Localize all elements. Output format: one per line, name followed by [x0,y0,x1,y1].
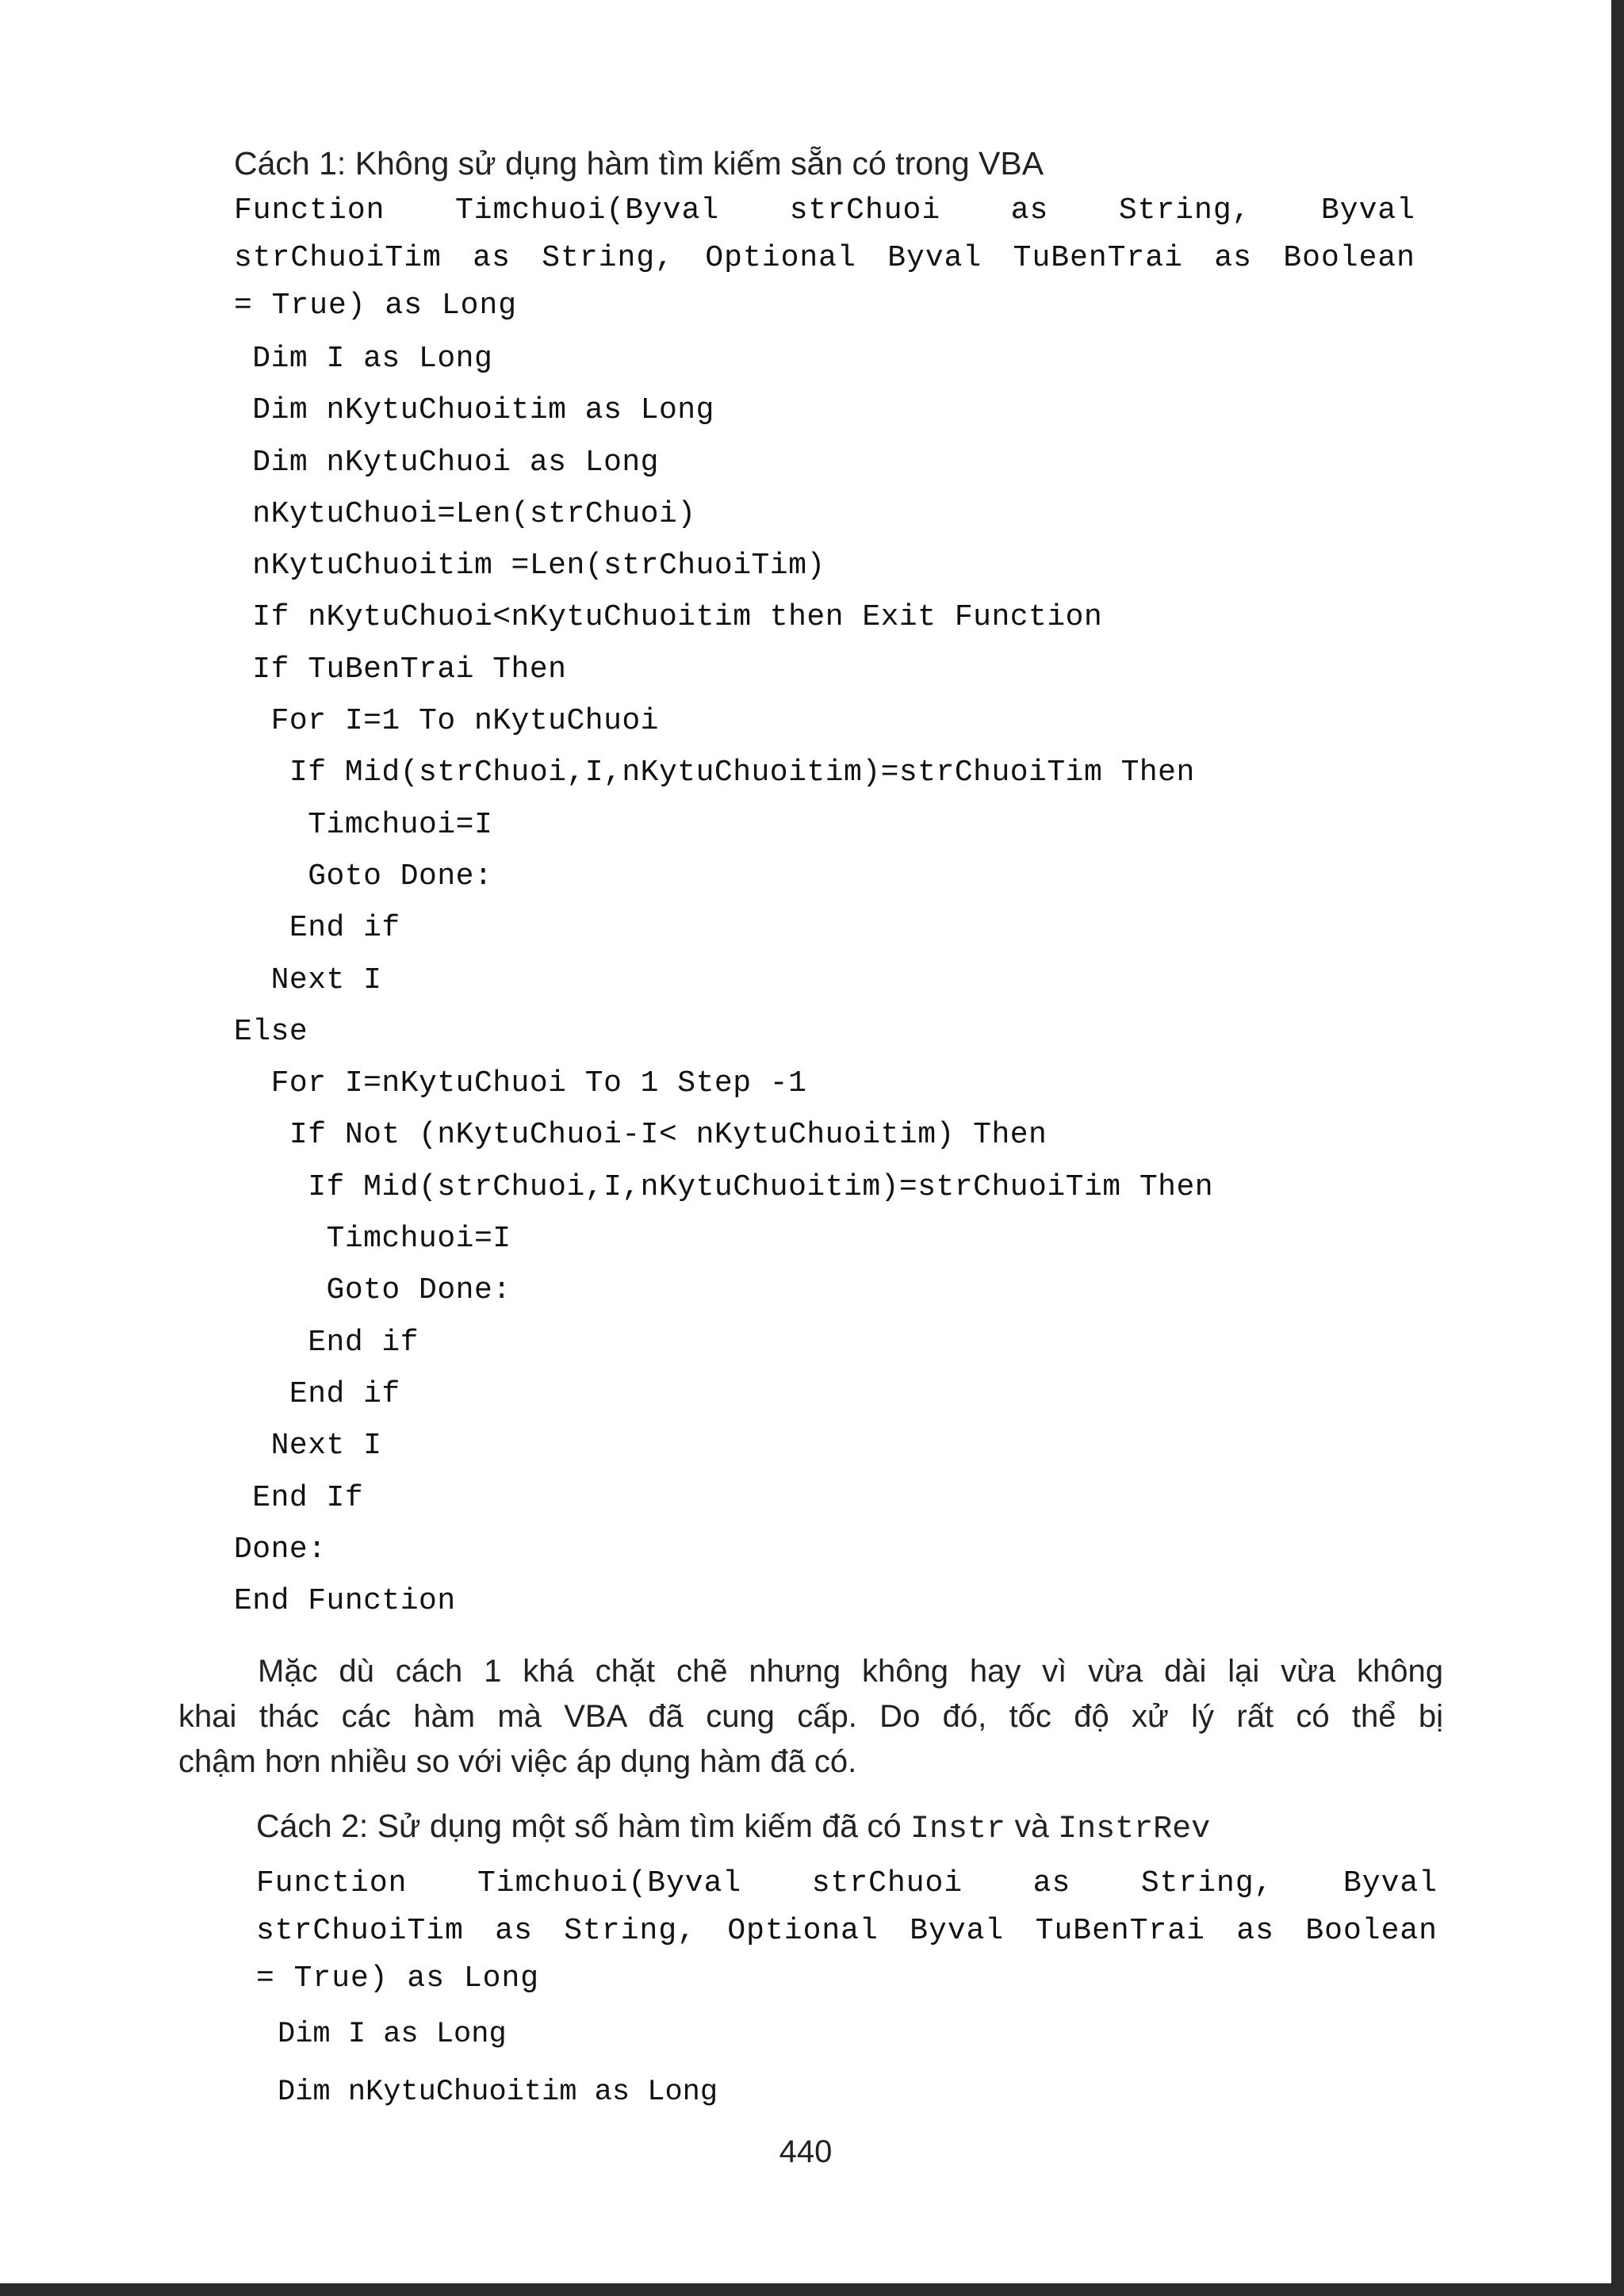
code-line: Goto Done: [234,859,493,894]
code-line: Next I [234,962,382,997]
code-line: Timchuoi=I [234,807,493,842]
section2-heading-text: Cách 2: Sử dụng một số hàm tìm kiếm đã có [256,1808,911,1845]
paragraph-line: chậm hơn nhiều so với việc áp dụng hàm đã có. [178,1744,857,1780]
code-line: Done: [234,1532,327,1567]
code-line: End If [234,1480,364,1515]
code-line: End if [234,1376,400,1411]
code-line: Timchuoi=I [234,1222,511,1257]
code-line: For I=1 To nKytuChuoi [234,704,659,739]
code-line: End if [234,1325,419,1360]
code-line: End Function [234,1584,456,1619]
code-line: nKytuChuoitim =Len(strChuoiTim) [234,549,825,584]
code-line: Dim I as Long [234,342,493,376]
code-line: Dim nKytuChuoi as Long [234,445,659,480]
signature-line: = True) as Long [256,1961,540,1996]
signature-line: Function Timchuoi(Byval strChuoi as String, Byval [256,1866,1438,1901]
inline-code-instrrev: InstrRev [1058,1812,1211,1848]
section1-code-block [234,333,1463,1627]
code-line: Dim nKytuChuoitim as Long [234,393,714,428]
section1-signature [178,187,1463,330]
signature-line: strChuoiTim as String, Optional Byval TuBenTrai as Boolean [256,1914,1438,1949]
section2-heading [256,1805,1463,1850]
code-line: If nKytuChuoi<nKytuChuoitim then Exit Function [234,600,1103,635]
code-line: Goto Done: [234,1273,511,1308]
section2-code-block [178,2006,1463,2122]
section1-heading: Cách 1: Không sử dụng hàm tìm kiếm sẵn có trong VBA [234,145,1044,182]
code-line: If Mid(strChuoi,I,nKytuChuoitim)=strChuoiTim Then [234,756,1195,790]
paragraph-line: khai thác các hàm mà VBA đã cung cấp. Do đó, tốc độ xử lý rất có thể bị [178,1699,1443,1735]
code-line: End if [234,911,400,946]
signature-line: Function Timchuoi(Byval strChuoi as String, Byval [234,193,1415,228]
code-line: For I=nKytuChuoi To 1 Step -1 [234,1066,807,1101]
code-line: nKytuChuoi=Len(strChuoi) [234,496,696,531]
code-line: If Not (nKytuChuoi-I< nKytuChuoitim) Then [234,1118,1048,1153]
page-content [178,143,1463,2122]
signature-line: = True) as Long [234,289,518,323]
inline-code-instr: Instr [910,1812,1006,1848]
code-line: If Mid(strChuoi,I,nKytuChuoitim)=strChuoiTim Then [234,1169,1214,1204]
page-number: 440 [779,2134,833,2169]
code-line: Next I [234,1429,382,1464]
paragraph-line: Mặc dù cách 1 khá chặt chẽ nhưng không hay vì vừa dài lại vừa không [258,1654,1443,1689]
body-paragraph [178,1649,1443,1785]
code-line: If TuBenTrai Then [234,652,567,687]
code-line: Dim nKytuChuoitim as Long [278,2076,718,2110]
section2-heading-and: và [1005,1808,1059,1845]
section2-signature [178,1860,1463,2003]
code-line: Dim I as Long [278,2018,507,2052]
signature-line: strChuoiTim as String, Optional Byval TuBenTrai as Boolean [234,241,1415,275]
code-line: Else [234,1014,308,1049]
